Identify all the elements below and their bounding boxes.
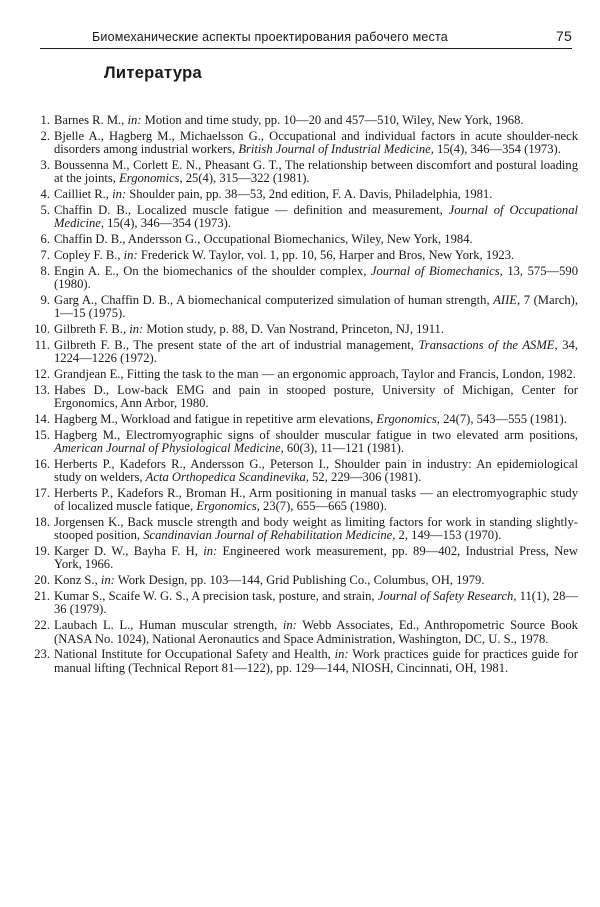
reference-italic-segment: in: [112, 187, 127, 202]
reference-text [54, 619, 578, 645]
reference-item [34, 367, 578, 382]
reference-segment: Hagberg M., Workload and fatigue in repetitive arm elevations, [54, 412, 377, 426]
reference-segment: Bjelle A., Hagberg M., Michaelsson G., Occupational and individual factors in acute shoulder-neck disorders among industrial workers, [54, 128, 578, 157]
reference-italic-segment: Journal of Biomechanics, [370, 263, 503, 278]
reference-text [54, 294, 578, 320]
reference-italic-segment: British Journal of Industrial Medicine, [238, 142, 434, 157]
reference-segment: Kumar S., Scaife W. G. S., A precision task, posture, and strain, [54, 589, 378, 604]
reference-italic-segment: in: [127, 113, 142, 127]
reference-number: 16. [34, 456, 50, 471]
reference-segment: 15(4), 346—354 (1973). [104, 216, 231, 231]
reference-item [38, 249, 578, 262]
reference-italic-segment: Journal of Safety Research, [377, 589, 517, 604]
reference-segment: 7 (March), 1—15 (1975). [54, 292, 579, 321]
reference-item [34, 337, 578, 366]
reference-italic-segment: Acta Orthopedica Scandinevika, [145, 470, 309, 485]
reference-number: 11. [34, 337, 50, 352]
reference-text [54, 204, 578, 230]
reference-italic-segment: in: [100, 573, 115, 588]
reference-item [34, 544, 578, 572]
reference-item [38, 114, 578, 127]
reference-italic-segment: Ergonomics, [196, 499, 260, 514]
reference-italic-segment: in: [334, 647, 349, 662]
reference-item [34, 412, 578, 426]
reference-segment: Herberts P., Kadefors R., Andersson G., Peterson I., Shoulder pain in industry: An epidemiological study on welders, [54, 456, 578, 485]
reference-segment: Work practices guide for practices guide for manual lifting (Technical Report 81—122), pp. 129—144, NIOSH, Cincinnati, OH, 1981. [54, 647, 578, 675]
reference-number: 19. [34, 544, 50, 559]
reference-segment: 34, 1224—1226 (1972). [54, 337, 578, 366]
reference-segment: 24(7), 543—555 (1981). [439, 412, 567, 426]
reference-number: 15. [34, 427, 50, 442]
reference-segment: Work Design, pp. 103—144, Grid Publishing Co., Columbus, OH, 1979. [114, 573, 485, 588]
reference-item [34, 427, 578, 456]
page-number: 75 [556, 28, 572, 44]
reference-italic-segment: in: [282, 618, 297, 633]
reference-number: 3. [40, 157, 50, 172]
reference-number: 23. [34, 647, 50, 662]
reference-number: 8. [40, 263, 50, 278]
reference-text [54, 516, 578, 542]
reference-number: 4. [40, 187, 50, 202]
reference-item [38, 159, 578, 185]
reference-segment: Boussenna M., Corlett E. N., Pheasant G. T., The relationship between discomfort and postural loading at the joints, [54, 157, 578, 186]
reference-segment: Herberts P., Kadefors R., Broman H., Arm positioning in manual tasks — an electromyographic study of localized muscle fatique, [54, 486, 578, 514]
reference-segment: Webb Associates, Ed., Anthropometric Source Book (NASA No. 1024), National Aeronautics and Space Administration, Washington, DC, U. S., 1978. [54, 618, 578, 646]
reference-segment: Laubach L. L., Human muscular strength, [54, 618, 283, 633]
reference-segment: Motion study, p. 88, D. Van Nostrand, Princeton, NJ, 1911. [143, 322, 444, 337]
reference-number: 18. [34, 515, 50, 530]
reference-item [38, 294, 578, 320]
reference-number: 10. [34, 322, 50, 337]
reference-number: 13. [34, 382, 50, 397]
reference-segment: 60(3), 11—121 (1981). [283, 441, 404, 456]
running-title: Биомеханические аспекты проектирования рабочего места [92, 30, 448, 44]
reference-italic-segment: in: [129, 322, 144, 337]
reference-segment: 13, 575—590 (1980). [54, 263, 578, 292]
reference-number: 20. [34, 573, 50, 588]
reference-item [34, 322, 578, 337]
reference-number: 12. [34, 367, 50, 382]
reference-italic-segment: Ergonomics, [119, 171, 183, 186]
reference-item [34, 618, 578, 646]
reference-italic-segment: Ergonomics, [376, 412, 440, 426]
reference-segment: Hagberg M., Electromyographic signs of shoulder muscular fatigue in two elevated arm positions, [54, 427, 578, 442]
reference-text [54, 574, 578, 587]
reference-text [54, 413, 578, 426]
reference-italic-segment: Journal of Occupational Medicine, [54, 202, 578, 231]
reference-item [34, 515, 578, 543]
reference-number: 21. [34, 589, 50, 604]
reference-text [54, 487, 578, 513]
reference-segment: Konz S., [54, 573, 101, 588]
reference-segment: Shoulder pain, pp. 38—53, 2nd edition, F. A. Davis, Philadelphia, 1981. [126, 187, 493, 202]
reference-text [54, 249, 578, 262]
reference-italic-segment: American Journal of Physiological Medicine, [54, 441, 284, 456]
reference-segment: Grandjean E., Fitting the task to the man — an ergonomic approach, Taylor and Francis, London, 1982. [54, 367, 576, 382]
reference-text [54, 114, 578, 127]
reference-text [54, 458, 578, 484]
reference-segment: 2, 149—153 (1970). [395, 528, 502, 543]
reference-segment: Barnes R. M., [54, 113, 128, 127]
reference-segment: Gilbreth F. B., The present state of the art of industrial management, [54, 337, 419, 352]
reference-text [54, 130, 578, 156]
reference-number: 14. [34, 412, 50, 426]
reference-segment: Copley F. B., [54, 247, 124, 262]
reference-item [34, 456, 578, 485]
reference-segment: Chaffin D. B., Localized muscle fatigue — definition and measurement, [54, 202, 449, 217]
reference-segment: Engineered work measurement, pp. 89—402, Industrial Press, New York, 1966. [54, 544, 578, 572]
reference-text [54, 323, 578, 336]
reference-segment: Karger D. W., Bayha F. H, [54, 544, 204, 559]
reference-number: 22. [34, 618, 50, 633]
reference-text [54, 159, 578, 185]
reference-segment: Gilbreth F. B., [54, 322, 130, 337]
reference-item [38, 130, 578, 156]
reference-item [34, 589, 578, 617]
reference-item [34, 382, 578, 411]
reference-italic-segment: Transactions of the ASME, [418, 337, 558, 352]
reference-segment: Motion and time study, pp. 10—20 and 457—510, Wiley, New York, 1968. [141, 113, 524, 127]
reference-italic-segment: Scandinavian Journal of Rehabilitation Medicine, [143, 528, 396, 543]
reference-number: 5. [40, 202, 50, 217]
reference-text [54, 265, 578, 291]
reference-segment: 15(4), 346—354 (1973). [433, 142, 561, 157]
reference-item [34, 573, 578, 588]
reference-italic-segment: AIIE, [493, 292, 521, 307]
header-rule [40, 48, 572, 49]
reference-text [54, 188, 578, 201]
reference-text [54, 368, 578, 381]
reference-item [38, 233, 578, 246]
reference-text [54, 384, 578, 410]
reference-item [38, 265, 578, 291]
reference-item [34, 647, 578, 675]
reference-segment: Engin A. E., On the biomechanics of the shoulder complex, [54, 263, 371, 278]
section-title: Литература [104, 64, 202, 82]
reference-segment: Habes D., Low-back EMG and pain in stooped posture, University of Michigan, Center for Ergonomics, Ann Arbor, 1980. [54, 382, 578, 411]
reference-number: 17. [34, 486, 50, 501]
reference-number: 9. [40, 292, 50, 307]
reference-segment: 25(4), 315—322 (1981). [182, 171, 310, 186]
reference-segment: National Institute for Occupational Safety and Health, [54, 647, 335, 662]
reference-segment: Jorgensen K., Back muscle strength and body weight as limiting factors for work in standing slightly-stooped position, [54, 515, 578, 543]
reference-number: 6. [40, 232, 50, 247]
reference-number: 2. [40, 128, 50, 143]
reference-item [38, 204, 578, 230]
reference-item [38, 188, 578, 201]
reference-text [54, 590, 578, 616]
reference-segment: Frederick W. Taylor, vol. 1, pp. 10, 56, Harper and Bros, New York, 1923. [137, 247, 515, 262]
reference-list [34, 113, 579, 678]
reference-text [54, 545, 578, 571]
reference-item [34, 486, 578, 514]
reference-text [54, 648, 578, 674]
reference-text [54, 429, 578, 455]
reference-italic-segment: in: [123, 247, 138, 262]
reference-italic-segment: in: [203, 544, 218, 559]
reference-segment: 23(7), 655—665 (1980). [259, 499, 387, 514]
reference-number: 7. [40, 247, 50, 262]
reference-segment: 11(1), 28—36 (1979). [54, 589, 578, 617]
reference-segment: Garg A., Chaffin D. B., A biomechanical computerized simulation of human strength, [54, 292, 494, 307]
reference-segment: 52, 229—306 (1981). [308, 470, 422, 485]
reference-text [54, 233, 578, 246]
reference-text [54, 339, 578, 365]
reference-segment: Cailliet R., [54, 187, 113, 202]
reference-number: 1. [40, 113, 50, 127]
reference-segment: Chaffin D. B., Andersson G., Occupational Biomechanics, Wiley, New York, 1984. [54, 232, 473, 247]
